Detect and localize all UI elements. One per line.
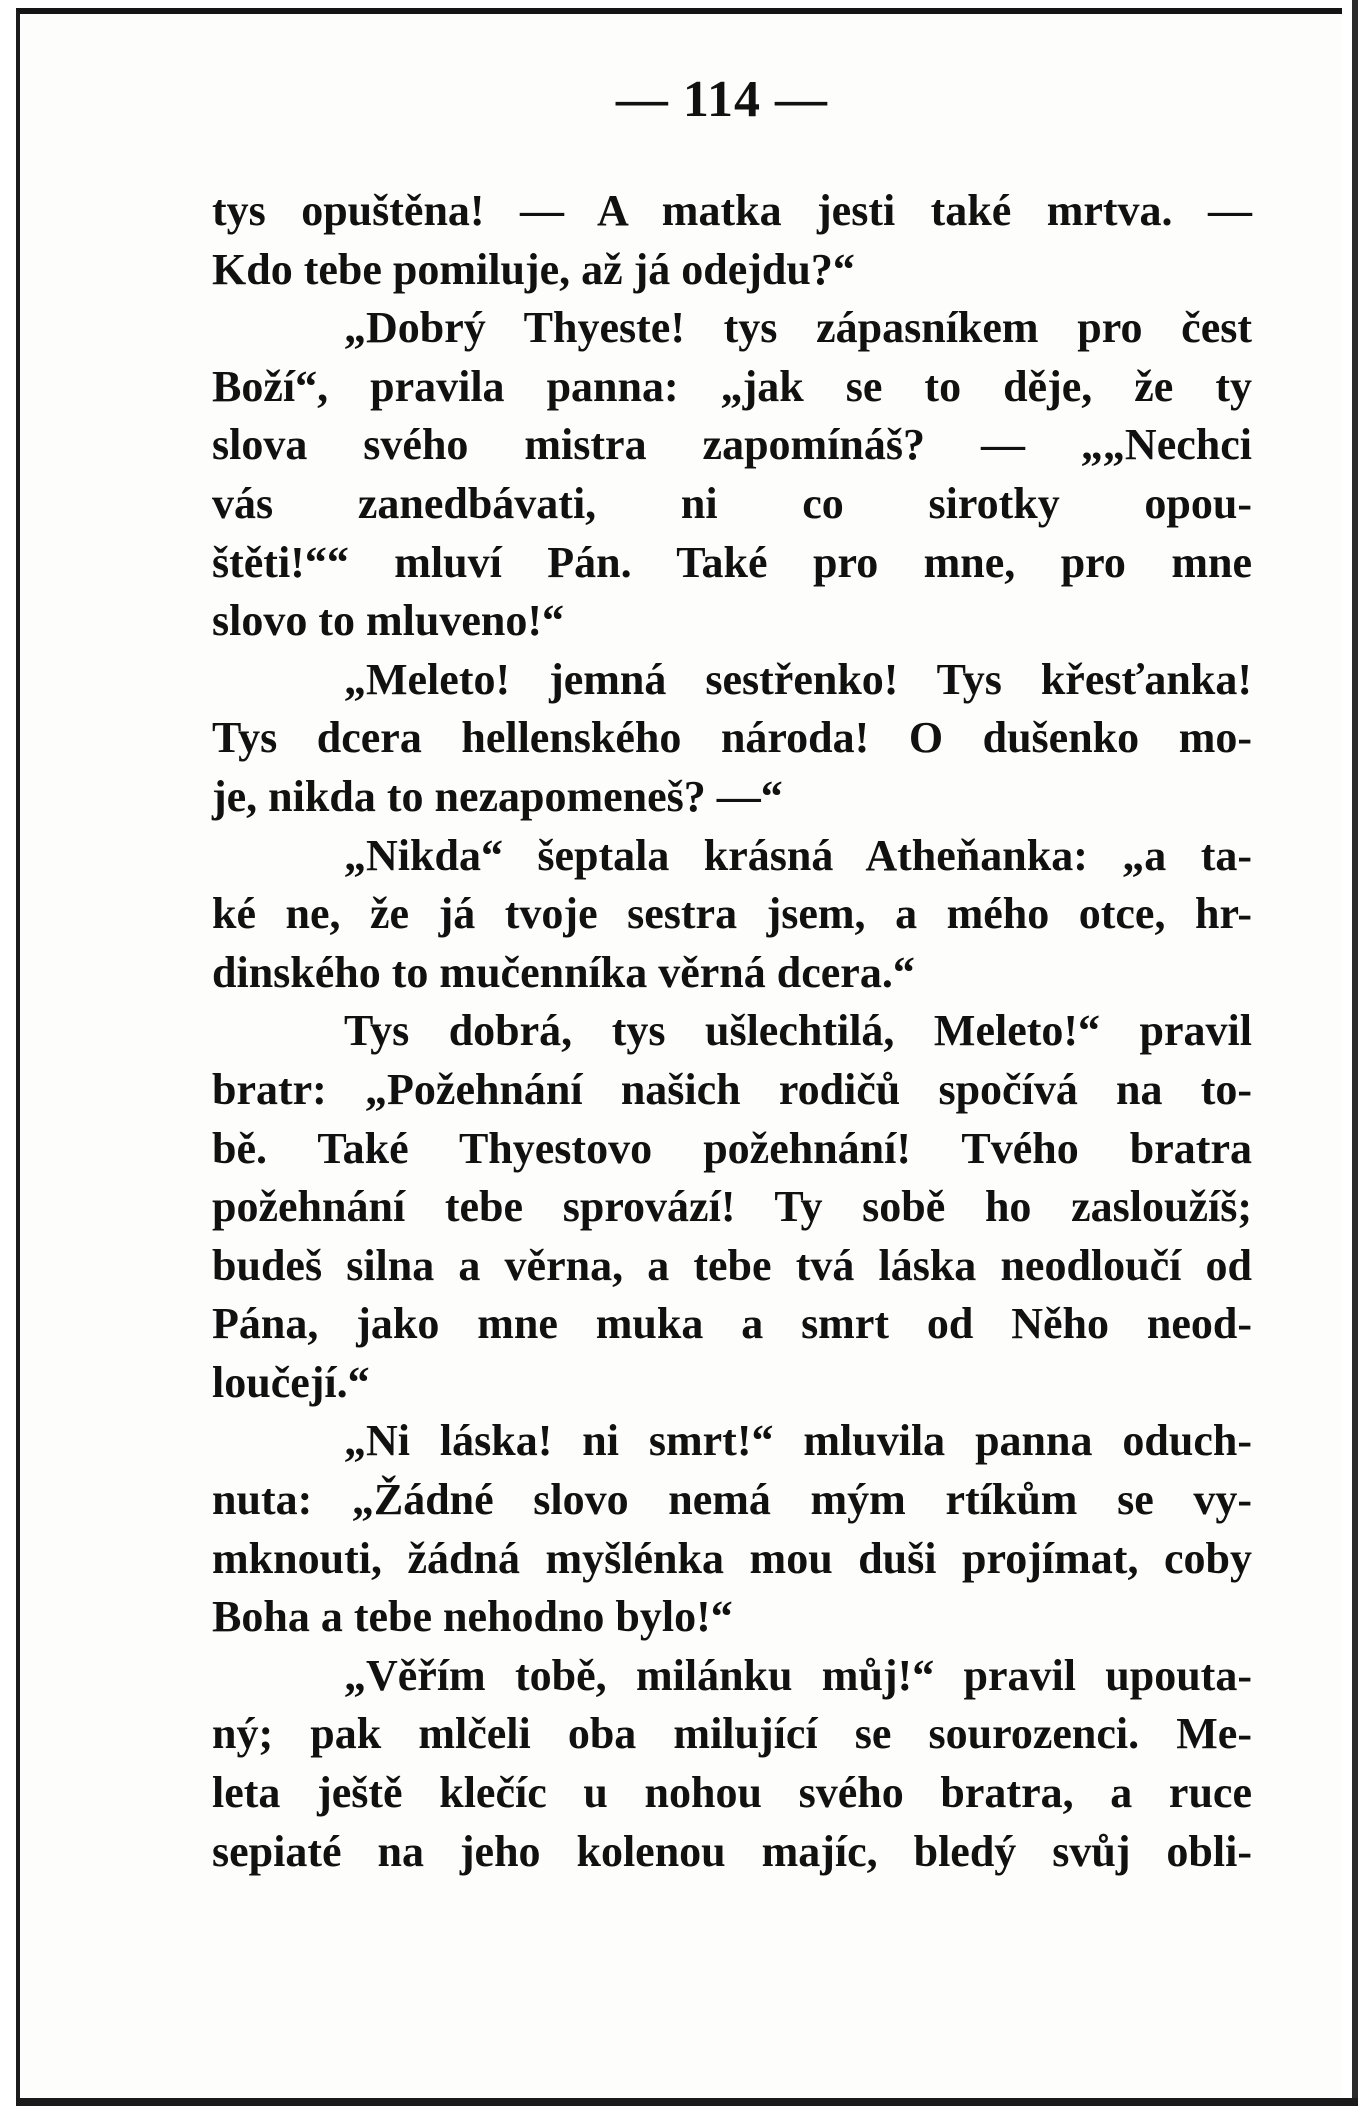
page-text-block xyxy=(212,60,1252,1881)
text-line: dinského to mučenníka věrná dcera.“ xyxy=(212,947,915,997)
text-line: vás zanedbávati, ni co sirotky opou- xyxy=(212,478,1252,528)
text-line: je, nikda to nezapomeneš? —“ xyxy=(212,771,783,821)
text-line: nuta: „Žádné slovo nemá mým rtíkům se vy- xyxy=(212,1475,1252,1525)
text-line: „Ni láska! ni smrt!“ mluvila panna oduch- xyxy=(344,1416,1252,1466)
scan-edge-right xyxy=(1352,0,1358,2106)
scan-edge-bottom xyxy=(16,2098,1358,2106)
text-line: mknouti, žádná myšlénka mou duši projímat, coby xyxy=(212,1533,1252,1583)
text-line: slovo to mluveno!“ xyxy=(212,596,564,646)
page-number: — 114 — xyxy=(615,71,829,128)
text-line: Tys dcera hellenského národa! O dušenko mo- xyxy=(212,713,1252,763)
text-line: slova svého mistra zapomínáš? — „„Nechci xyxy=(212,420,1252,470)
text-line: ké ne, že já tvoje sestra jsem, a mého otce, hr- xyxy=(212,889,1252,939)
text-line: „Meleto! jemná sestřenko! Tys křesťanka! xyxy=(344,654,1252,704)
text-line: loučejí.“ xyxy=(212,1357,370,1407)
text-line: Boží“, pravila panna: „jak se to děje, že ty xyxy=(212,361,1252,411)
text-line: „Nikda“ šeptala krásná Atheňanka: „a ta- xyxy=(344,830,1252,880)
text-line: budeš silna a věrna, a tebe tvá láska neodloučí od xyxy=(212,1240,1252,1290)
text-line: „Dobrý Thyeste! tys zápasníkem pro čest xyxy=(344,303,1252,353)
text-line: Boha a tebe nehodno bylo!“ xyxy=(212,1592,733,1642)
text-lines xyxy=(212,182,1252,1881)
text-line: Pána, jako mne muka a smrt od Něho neod- xyxy=(212,1299,1252,1349)
text-line: bě. Také Thyestovo požehnání! Tvého bratra xyxy=(212,1123,1252,1173)
text-line: požehnání tebe sprovází! Ty sobě ho zasloužíš; xyxy=(212,1182,1252,1232)
text-line: sepiaté na jeho kolenou majíc, bledý svůj obli- xyxy=(212,1826,1252,1876)
text-line: bratr: „Požehnání našich rodičů spočívá na to- xyxy=(212,1064,1252,1114)
text-line: štěti!““ mluví Pán. Také pro mne, pro mne xyxy=(212,537,1252,587)
text-line: „Věřím tobě, milánku můj!“ pravil upouta- xyxy=(344,1650,1252,1700)
text-line: leta ještě klečíc u nohou svého bratra, a ruce xyxy=(212,1768,1252,1818)
text-line: ný; pak mlčeli oba milující se sourozenci. Me- xyxy=(212,1709,1252,1759)
text-line: Tys dobrá, tys ušlechtilá, Meleto!“ pravil xyxy=(344,1006,1252,1056)
text-line: Kdo tebe pomiluje, až já odejdu?“ xyxy=(212,244,855,294)
text-line: tys opuštěna! — A matka jesti také mrtva. — xyxy=(212,186,1252,235)
